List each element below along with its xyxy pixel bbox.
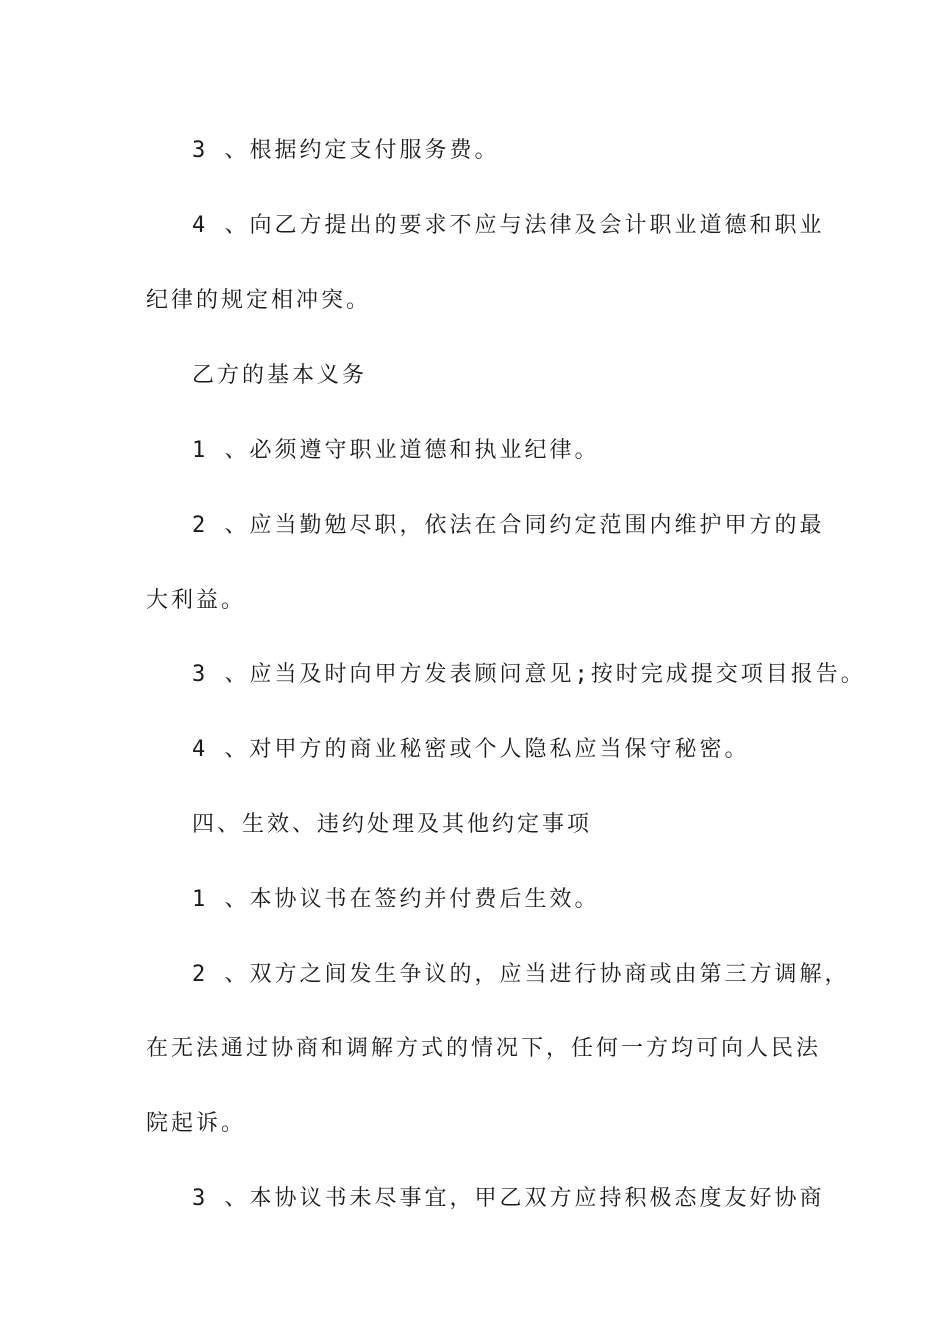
paragraph-line: 1 、必须遵守职业道德和执业纪律。 [192, 438, 600, 463]
section-heading: 四、生效、违约处理及其他约定事项 [192, 812, 593, 837]
paragraph-line: 3 、应当及时向甲方发表顾问意见;按时完成提交项目报告。 [192, 662, 866, 687]
paragraph-line: 大利益。 [146, 588, 247, 613]
paragraph-line: 2 、双方之间发生争议的，应当进行协商或由第三方调解， [192, 962, 850, 987]
paragraph-line: 院起诉。 [146, 1111, 247, 1136]
paragraph-line: 在无法通过协商和调解方式的情况下，任何一方均可向人民法 [146, 1036, 822, 1061]
paragraph-line: 3 、本协议书未尽事宜，甲乙双方应持积极态度友好协商 [192, 1186, 825, 1211]
paragraph-line: 1 、本协议书在签约并付费后生效。 [192, 887, 600, 912]
paragraph-line: 4 、向乙方提出的要求不应与法律及会计职业道德和职业 [192, 213, 825, 238]
paragraph-line: 3 、根据约定支付服务费。 [192, 138, 500, 163]
paragraph-line: 4 、对甲方的商业秘密或个人隐私应当保守秘密。 [192, 737, 750, 762]
paragraph-line: 2 、应当勤勉尽职，依法在合同约定范围内维护甲方的最 [192, 513, 825, 538]
paragraph-line: 纪律的规定相冲突。 [146, 288, 372, 313]
section-heading: 乙方的基本义务 [192, 363, 368, 388]
